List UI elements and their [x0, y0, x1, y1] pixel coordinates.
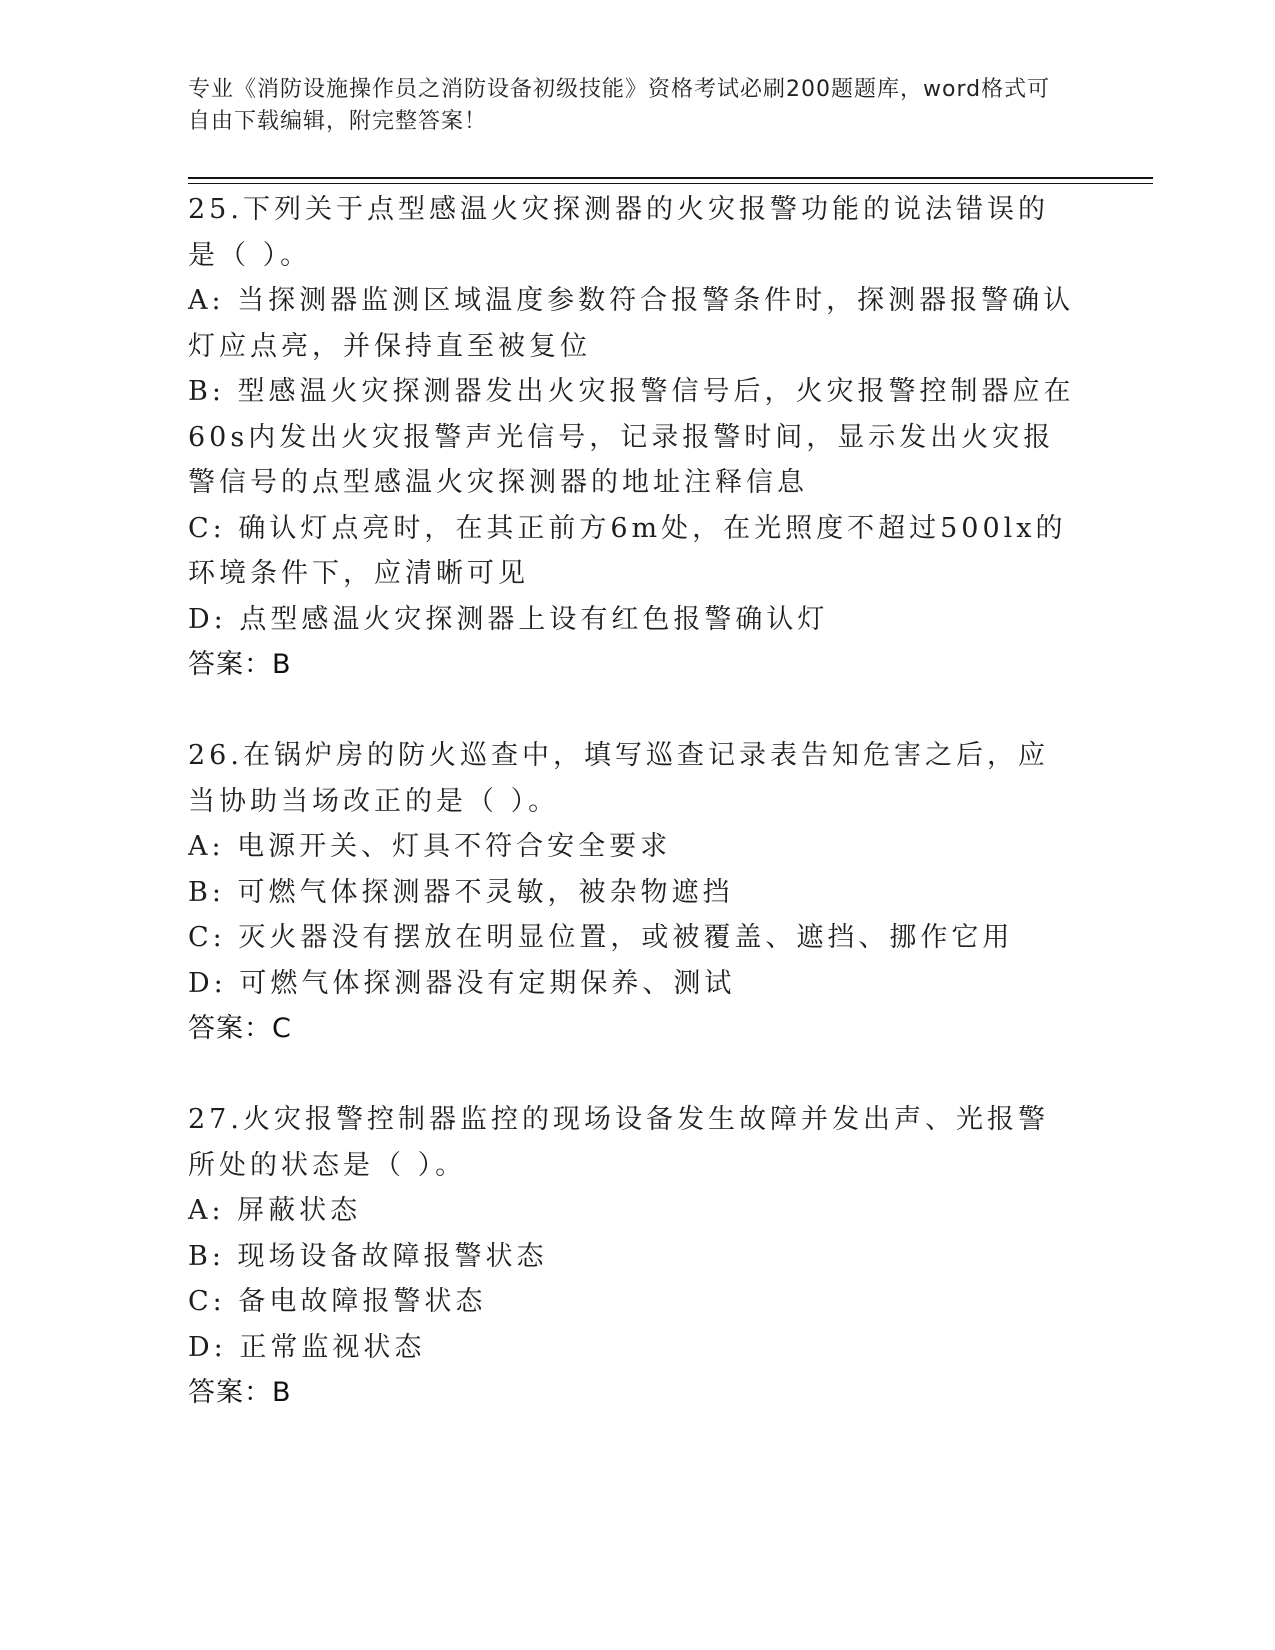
option-a: A: 电源开关、灯具不符合安全要求	[188, 831, 672, 862]
option-d: D: 点型感温火灾探测器上设有红色报警确认灯	[188, 603, 829, 635]
option-c: C: 灭火器没有摆放在明显位置，或被覆盖、遮挡、挪作它用	[188, 922, 1014, 953]
question-26	[188, 733, 1078, 1052]
option-b: B: 可燃气体探测器不灵敏，被杂物遮挡	[188, 876, 734, 908]
option-b: B: 现场设备故障报警状态	[188, 1240, 548, 1272]
header-rule-thin	[188, 183, 1153, 184]
question-list	[188, 187, 1078, 1416]
option-d: D: 正常监视状态	[188, 1331, 426, 1363]
header-rule	[188, 177, 1153, 179]
question-27	[188, 1097, 1078, 1416]
option-b: B: 型感温火灾探测器发出火灾报警信号后，火灾报警控制器应在60s内发出火灾报警声光信号，记录报警时间，显示发出火灾报警信号的点型感温火灾探测器的地址注释信息	[188, 376, 1075, 498]
option-a: A: 当探测器监测区域温度参数符合报警条件时，探测器报警确认灯应点亮，并保持直至被复位	[188, 285, 1075, 362]
option-c: C: 备电故障报警状态	[188, 1286, 487, 1317]
option-a: A: 屏蔽状态	[188, 1195, 362, 1226]
question-text: 25.下列关于点型感温火灾探测器的火灾报警功能的说法错误的是（ ）。	[188, 194, 1049, 271]
answer: 答案：B	[188, 649, 292, 680]
question-spacer	[188, 1052, 1078, 1097]
question-text: 26.在锅炉房的防火巡查中，填写巡查记录表告知危害之后，应当协助当场改正的是（ ）。	[188, 740, 1049, 817]
question-25	[188, 187, 1078, 688]
question-spacer	[188, 688, 1078, 733]
question-text: 27.火灾报警控制器监控的现场设备发生故障并发出声、光报警所处的状态是（ ）。	[188, 1104, 1049, 1181]
option-c: C: 确认灯点亮时，在其正前方6m处，在光照度不超过500lx的环境条件下，应清晰可见	[188, 512, 1067, 589]
answer: 答案：C	[188, 1013, 292, 1044]
option-d: D: 可燃气体探测器没有定期保养、测试	[188, 967, 736, 999]
document-header: 专业《消防设施操作员之消防设备初级技能》资格考试必刷200题题库，word格式可自由下载编辑，附完整答案！	[188, 77, 1051, 134]
answer: 答案：B	[188, 1377, 292, 1408]
